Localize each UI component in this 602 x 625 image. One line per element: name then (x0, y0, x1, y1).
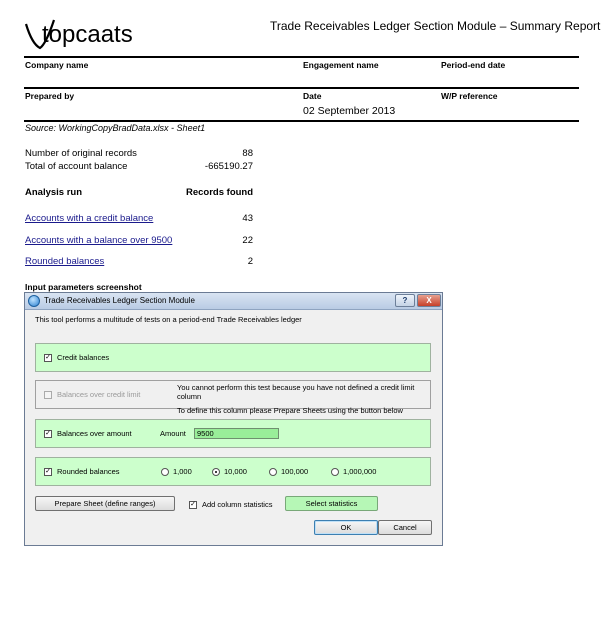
rounding-option-label: 1,000 (173, 467, 192, 476)
rounding-option-label: 10,000 (224, 467, 247, 476)
credit-limit-message: column (177, 392, 202, 401)
rounding-option-label: 1,000,000 (343, 467, 377, 476)
amount-input[interactable]: 9500 (194, 428, 279, 439)
stat-value: -665190.27 (204, 161, 253, 172)
rounding-radio-1000000[interactable] (331, 468, 339, 476)
rounding-option-label: 100,000 (281, 467, 309, 476)
cancel-button[interactable]: Cancel (378, 520, 432, 535)
dialog-title: Trade Receivables Ledger Section Module (44, 296, 195, 305)
rounded-balances-label: Rounded balances (57, 467, 120, 476)
rounded-balances-link[interactable]: Rounded balances (25, 256, 105, 267)
column-statistics-checkbox[interactable]: ✓ (190, 501, 196, 508)
source-text: Source: WorkingCopyBradData.xlsx - Sheet1 (25, 123, 206, 133)
records-count: 43 (242, 213, 253, 224)
screenshot-heading: Input parameters screenshot (25, 282, 142, 292)
stat-value: 88 (242, 148, 253, 159)
over-amount-label: Balances over amount (57, 429, 132, 438)
stat-label: Number of original records (25, 148, 137, 159)
credit-balances-checkbox[interactable]: ✓ (45, 354, 51, 361)
svg-text:topcaats: topcaats (42, 21, 133, 48)
balance-over-link[interactable]: Accounts with a balance over 9500 (25, 235, 173, 246)
rounding-radio-100000[interactable] (269, 468, 277, 476)
credit-limit-message: You cannot perform this test because you have not defined a credit limit (177, 383, 415, 392)
dialog-titlebar (25, 293, 442, 310)
amount-label: Amount (160, 429, 186, 438)
date-value: 02 September 2013 (303, 105, 396, 117)
rounding-radio-10000[interactable] (212, 468, 220, 476)
engagement-name-label: Engagement name (303, 60, 379, 70)
credit-limit-message: To define this column please Prepare Sheets using the button below (177, 406, 403, 415)
help-button[interactable]: ? (395, 294, 415, 307)
over-amount-group (35, 419, 431, 448)
wp-reference-label: W/P reference (441, 91, 498, 101)
credit-limit-message-clip (177, 401, 403, 415)
select-statistics-button[interactable]: Select statistics (285, 496, 378, 511)
rounded-balances-checkbox[interactable]: ✓ (45, 468, 51, 475)
date-label: Date (303, 91, 322, 101)
analysis-run-header: Analysis run (25, 187, 83, 198)
over-amount-checkbox[interactable]: ✓ (45, 430, 51, 437)
divider (24, 120, 579, 122)
dialog-description: This tool performs a multitude of tests on a period-end Trade Receivables ledger (35, 315, 302, 324)
company-name-label: Company name (25, 60, 89, 70)
close-button[interactable]: X (417, 294, 441, 307)
records-found-header: Records found (186, 187, 254, 198)
credit-limit-group (35, 380, 431, 415)
records-count: 22 (242, 235, 253, 246)
ok-button[interactable]: OK (314, 520, 378, 535)
prepared-by-label: Prepared by (25, 91, 75, 101)
credit-limit-checkbox[interactable] (44, 391, 52, 399)
divider (24, 56, 579, 58)
app-icon (28, 295, 40, 307)
credit-balances-label: Credit balances (57, 353, 110, 362)
credit-limit-label: Balances over credit limit (57, 390, 141, 399)
period-end-date-label: Period-end date (441, 60, 506, 70)
divider (24, 87, 579, 89)
rounding-radio-1000[interactable] (161, 468, 169, 476)
stat-label: Total of account balance (25, 161, 128, 172)
rounded-balances-group (35, 457, 431, 486)
topcaats-logo (24, 14, 154, 52)
column-statistics-label: Add column statistics (202, 500, 273, 509)
credit-balance-link[interactable]: Accounts with a credit balance (25, 213, 154, 224)
report-title: Trade Receivables Ledger Section Module – Summary Report (270, 19, 601, 33)
dialog-window (24, 292, 443, 546)
records-count: 2 (247, 256, 253, 267)
credit-balances-group (35, 343, 431, 372)
prepare-sheet-button[interactable]: Prepare Sheet (define ranges) (35, 496, 175, 511)
